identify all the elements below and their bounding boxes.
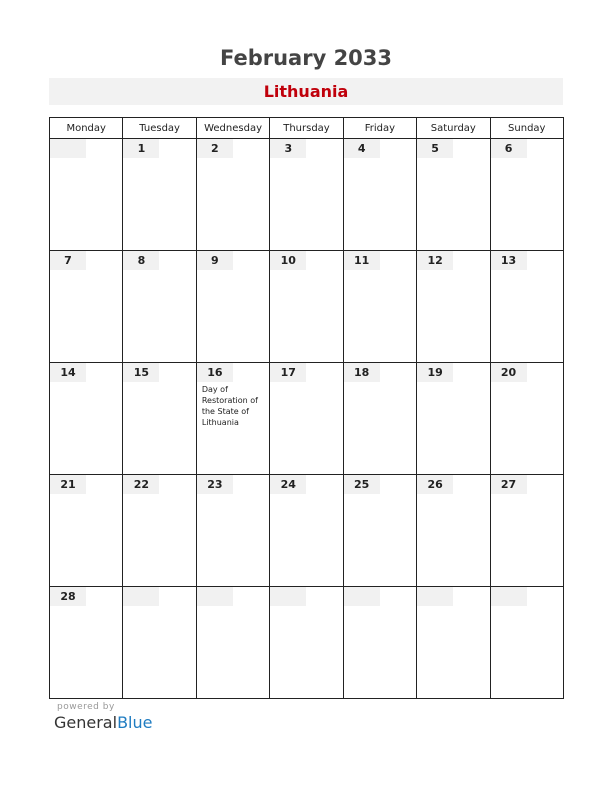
day-number: 24 [270, 475, 306, 494]
day-cell [343, 251, 416, 363]
day-cell [270, 363, 343, 475]
week-row [50, 587, 564, 699]
day-cell [417, 475, 490, 587]
weekday-header: Thursday [270, 118, 343, 139]
day-cell [123, 251, 196, 363]
logo-text-blue: Blue [117, 713, 153, 732]
day-number [491, 587, 527, 606]
day-cell [343, 475, 416, 587]
day-number: 20 [491, 363, 527, 382]
day-cell [50, 475, 123, 587]
day-number: 16 [197, 363, 233, 382]
day-number: 4 [344, 139, 380, 158]
day-cell [196, 475, 269, 587]
day-cell [417, 363, 490, 475]
day-number: 1 [123, 139, 159, 158]
day-number: 25 [344, 475, 380, 494]
day-cell [343, 363, 416, 475]
week-row [50, 363, 564, 475]
day-cell [50, 139, 123, 251]
country-name: Lithuania [263, 82, 349, 101]
day-number: 19 [417, 363, 453, 382]
day-cell [123, 363, 196, 475]
day-number [344, 587, 380, 606]
calendar-title: February 2033 [219, 46, 393, 70]
day-number: 8 [123, 251, 159, 270]
day-number [50, 139, 86, 158]
weekday-header-row [50, 118, 564, 139]
week-row [50, 475, 564, 587]
day-number: 13 [491, 251, 527, 270]
day-number: 9 [197, 251, 233, 270]
day-cell [490, 251, 563, 363]
day-cell [196, 363, 269, 475]
day-number: 23 [197, 475, 233, 494]
day-cell [270, 251, 343, 363]
day-cell [196, 251, 269, 363]
day-number: 10 [270, 251, 306, 270]
day-cell [343, 587, 416, 699]
day-cell [270, 475, 343, 587]
day-number [417, 587, 453, 606]
weekday-header: Monday [50, 118, 123, 139]
day-cell [50, 251, 123, 363]
day-number: 6 [491, 139, 527, 158]
day-number: 7 [50, 251, 86, 270]
day-cell [343, 139, 416, 251]
day-number: 22 [123, 475, 159, 494]
week-row [50, 251, 564, 363]
weekday-header: Wednesday [196, 118, 269, 139]
day-number: 15 [123, 363, 159, 382]
day-cell [123, 139, 196, 251]
day-cell [490, 363, 563, 475]
day-cell [417, 251, 490, 363]
day-number: 18 [344, 363, 380, 382]
day-number: 27 [491, 475, 527, 494]
day-cell [490, 475, 563, 587]
day-number: 21 [50, 475, 86, 494]
day-number: 3 [270, 139, 306, 158]
holiday-label: Day of Restoration of the State of Lithuania [201, 385, 258, 427]
day-cell [270, 587, 343, 699]
day-number: 17 [270, 363, 306, 382]
week-row [50, 139, 564, 251]
day-cell [490, 139, 563, 251]
logo-text-general: General [54, 713, 118, 732]
day-cell [50, 587, 123, 699]
weekday-header: Saturday [417, 118, 490, 139]
weekday-header: Sunday [490, 118, 563, 139]
day-cell [490, 587, 563, 699]
weekday-header: Tuesday [123, 118, 196, 139]
day-cell [417, 139, 490, 251]
powered-by-label: powered by [57, 702, 115, 712]
day-number: 12 [417, 251, 453, 270]
day-number: 5 [417, 139, 453, 158]
day-cell [123, 475, 196, 587]
day-number: 2 [197, 139, 233, 158]
day-number: 11 [344, 251, 380, 270]
day-cell [417, 587, 490, 699]
day-cell [123, 587, 196, 699]
day-number [197, 587, 233, 606]
day-number [270, 587, 306, 606]
calendar-grid [49, 117, 564, 699]
day-cell [196, 587, 269, 699]
country-banner [49, 78, 563, 105]
generalblue-logo[interactable] [54, 713, 152, 732]
day-number: 26 [417, 475, 453, 494]
day-number: 28 [50, 587, 86, 606]
day-cell [50, 363, 123, 475]
day-number [123, 587, 159, 606]
day-cell [270, 139, 343, 251]
day-number: 14 [50, 363, 86, 382]
weekday-header: Friday [343, 118, 416, 139]
day-cell [196, 139, 269, 251]
